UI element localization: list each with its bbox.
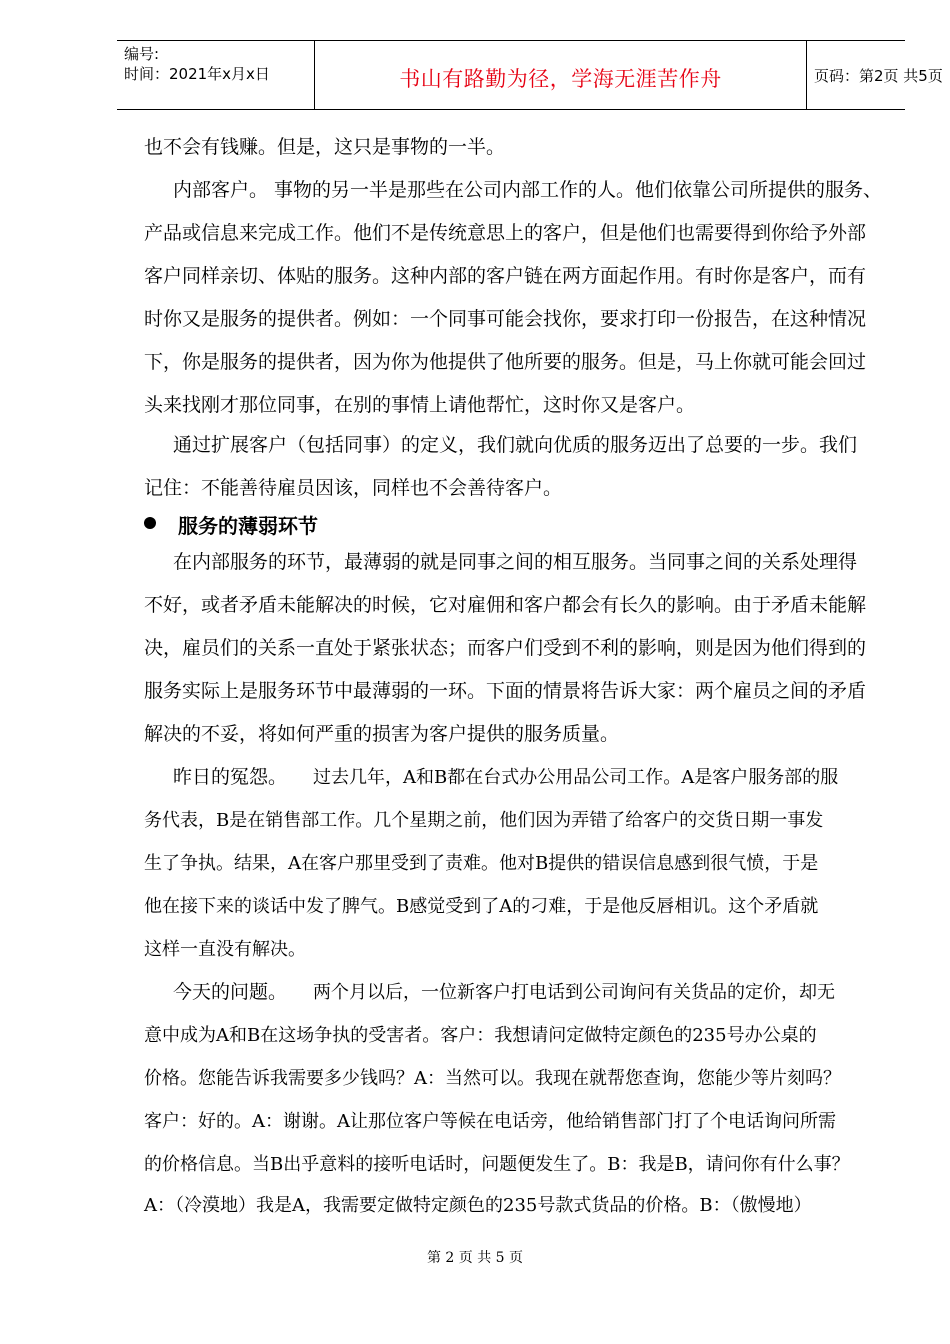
body-line: 下，你是服务的提供者，因为你为他提供了他所要的服务。但是，马上你就可能会回过 — [144, 351, 867, 373]
body-line: A：（冷漠地）我是A，我需要定做特定颜色的235号款式货品的价格。B：（傲慢地） — [144, 1195, 812, 1216]
body-line: 头来找刚才那位同事，在别的事情上请他帮忙，这时你又是客户。 — [144, 394, 696, 416]
body-line: 决，雇员们的关系一直处于紧张状态；而客户们受到不利的影响，则是因为他们得到的 — [144, 637, 867, 659]
body-line: 服务实际上是服务环节中最薄弱的一环。下面的情景将告诉大家：两个雇员之间的矛盾 — [144, 680, 867, 702]
body-line: 解决的不妥，将如何严重的损害为客户提供的服务质量。 — [144, 723, 620, 745]
body-line — [173, 971, 913, 1014]
body-line: 时你又是服务的提供者。例如：一个同事可能会找你，要求打印一份报告，在这种情况 — [144, 308, 867, 330]
header-meta-cell — [117, 41, 314, 109]
header-page-cell — [807, 41, 943, 109]
body-line: 客户同样亲切、体贴的服务。这种内部的客户链在两方面起作用。有时你是客户，而有 — [144, 265, 867, 287]
section-title: 服务的薄弱环节 — [178, 514, 318, 538]
body-line — [173, 756, 913, 799]
body-line: 产品或信息来完成工作。他们不是传统意思上的客户，但是他们也需要得到你给予外部 — [144, 222, 867, 244]
body-line: 客户：好的。A：谢谢。A让那位客户等候在电话旁，他给销售部门打了个电话询问所需 — [144, 1111, 836, 1132]
body-line: 记住：不能善待雇员因该，同样也不会善待客户。 — [144, 477, 563, 499]
body-line: 这样一直没有解决。 — [144, 939, 306, 960]
body-line: 务代表，B是在销售部工作。几个星期之前，他们因为弄错了给客户的交货日期一事发 — [144, 810, 824, 831]
body-line: 他在接下来的谈话中发了脾气。B感觉受到了A的刁难，于是他反唇相讥。这个矛盾就 — [144, 896, 819, 917]
body-line: 在内部服务的环节，最薄弱的就是同事之间的相互服务。当同事之间的关系处理得 — [173, 551, 858, 573]
bullet-icon — [144, 517, 156, 529]
serial-label: 编号: — [124, 45, 160, 63]
header-motto-cell — [314, 41, 807, 109]
header-page-label: 页码：第2页 共5页 — [814, 67, 943, 85]
page-footer: 第 2 页 共 5 页 — [426, 1250, 524, 1266]
page-header — [117, 40, 943, 110]
body-line: 也不会有钱赚。但是，这只是事物的一半。 — [144, 136, 506, 158]
body-line: 的价格信息。当B出乎意料的接听电话时，问题便发生了。B：我是B，请问你有什么事？ — [144, 1154, 850, 1175]
time-label: 时间：2021年x月x日 — [124, 65, 270, 83]
body-line: 意中成为A和B在这场争执的受害者。客户：我想请问定做特定颜色的235号办公桌的 — [144, 1025, 817, 1046]
body-line: 不好，或者矛盾未能解决的时候，它对雇佣和客户都会有长久的影响。由于矛盾未能解 — [144, 594, 867, 616]
paragraph-text: 两个月以后，一位新客户打电话到公司询问有关货品的定价，却无 — [313, 982, 836, 1003]
body-line: 通过扩展客户（包括同事）的定义，我们就向优质的服务迈出了总要的一步。我们 — [173, 434, 858, 456]
paragraph-lead: 今天的问题。 — [173, 981, 288, 1003]
header-motto: 书山有路勤为径，学海无涯苦作舟 — [399, 67, 722, 91]
body-line: 价格。您能告诉我需要多少钱吗？A：当然可以。我现在就帮您查询，您能少等片刻吗？ — [144, 1068, 841, 1089]
paragraph-lead: 昨日的冤怨。 — [173, 766, 288, 788]
body-line: 内部客户。 事物的另一半是那些在公司内部工作的人。他们依靠公司所提供的服务、 — [173, 179, 883, 201]
paragraph-text: 过去几年，A和B都在台式办公用品公司工作。A是客户服务部的服 — [313, 767, 839, 788]
body-line: 生了争执。结果，A在客户那里受到了责难。他对B提供的错误信息感到很气愤，于是 — [144, 853, 819, 874]
